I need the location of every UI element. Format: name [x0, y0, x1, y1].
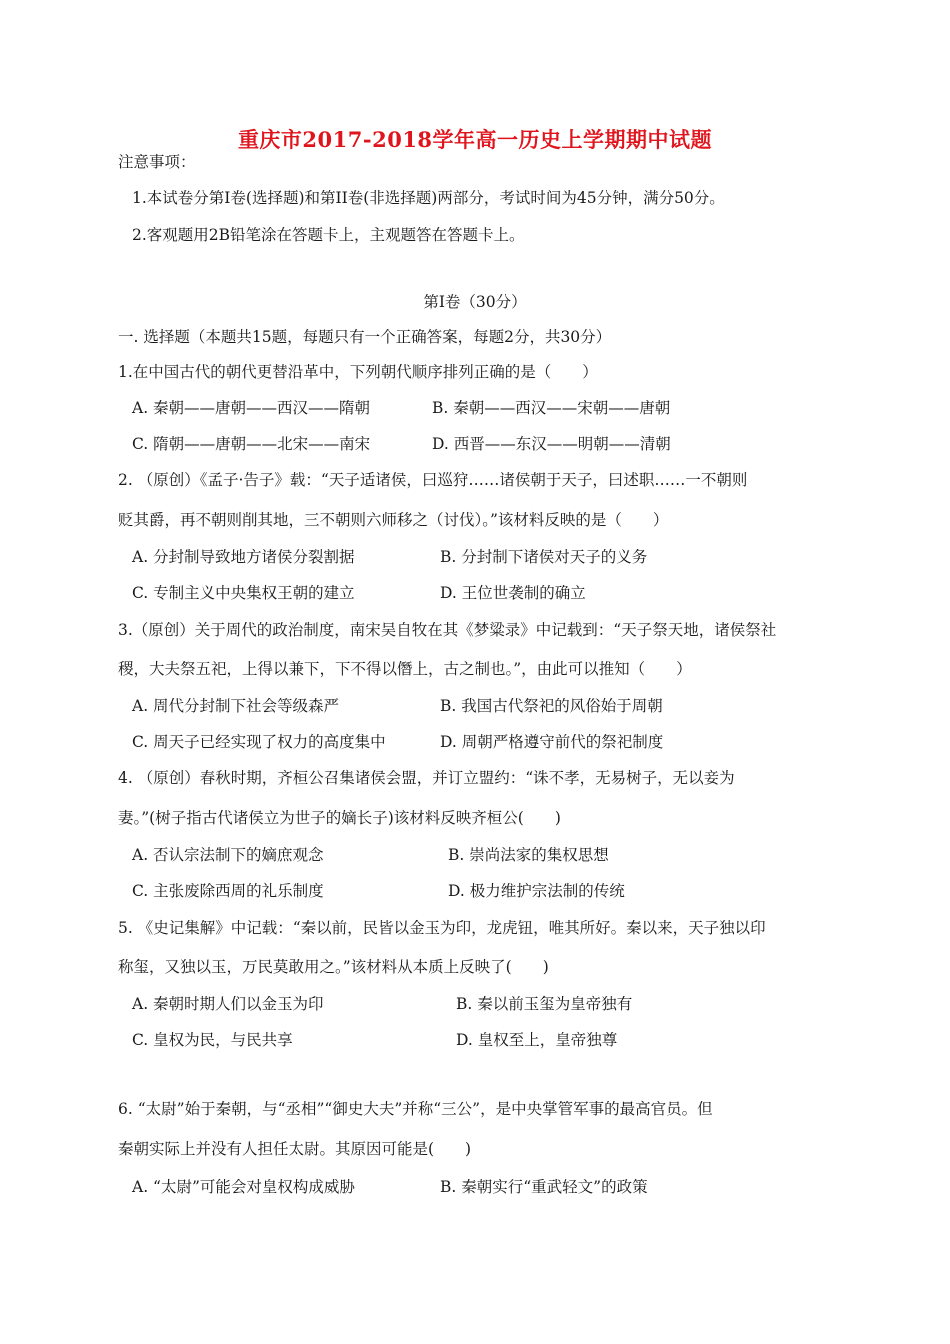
question-6-option-a: A. “太尉”可能会对皇权构成威胁	[132, 1178, 355, 1196]
question-4-option-c: C. 主张废除西周的礼乐制度	[132, 882, 324, 900]
question-2-stem: 2. （原创）《孟子·告子》载：“天子适诸侯，曰巡狩……诸侯朝于天子，曰述职……一不朝则	[118, 471, 748, 489]
question-5-option-a: A. 秦朝时期人们以金玉为印	[132, 995, 324, 1013]
question-3-option-a: A. 周代分封制下社会等级森严	[132, 697, 340, 715]
question-4-stem-cont: 妻。”(树子指古代诸侯立为世子的嫡长子)该材料反映齐桓公( )	[118, 809, 561, 827]
notice-item-2: 2.客观题用2B铅笔涂在答题卡上，主观题答在答题卡上。	[132, 226, 525, 244]
question-2-option-a: A. 分封制导致地方诸侯分裂割据	[132, 548, 355, 566]
question-4-option-d: D. 极力维护宗法制的传统	[448, 882, 625, 900]
question-2-stem-cont: 贬其爵，再不朝则削其地，三不朝则六师移之（讨伐）。”该材料反映的是（ ）	[118, 511, 669, 529]
question-4-option-b: B. 崇尚法家的集权思想	[448, 846, 609, 864]
question-1-option-d: D. 西晋——东汉——明朝——清朝	[432, 435, 671, 453]
question-1-stem: 1.在中国古代的朝代更替沿革中，下列朝代顺序排列正确的是（ ）	[118, 363, 598, 381]
question-2-option-b: B. 分封制下诸侯对天子的义务	[440, 548, 648, 566]
notice-heading: 注意事项：	[118, 153, 196, 171]
question-4-stem: 4. （原创）春秋时期，齐桓公召集诸侯会盟，并订立盟约：“诛不孝，无易树子，无以妾为	[118, 769, 735, 787]
question-2-option-d: D. 王位世袭制的确立	[440, 584, 586, 602]
question-3-stem: 3.（原创）关于周代的政治制度，南宋吴自牧在其《梦粱录》中记载到：“天子祭天地，诸侯祭社	[118, 621, 777, 639]
question-1-option-a: A. 秦朝——唐朝——西汉——隋朝	[132, 399, 371, 417]
question-3-option-d: D. 周朝严格遵守前代的祭祀制度	[440, 733, 664, 751]
question-6-stem: 6. “太尉”始于秦朝，与“丞相”“御史大夫”并称“三公”，是中央掌管军事的最高官员。但	[118, 1100, 713, 1118]
notice-item-1: 1.本试卷分第I卷(选择题)和第II卷(非选择题)两部分，考试时间为45分钟，满分50分。	[132, 189, 725, 207]
question-6-option-b: B. 秦朝实行“重武轻文”的政策	[440, 1178, 648, 1196]
question-2-option-c: C. 专制主义中央集权王朝的建立	[132, 584, 355, 602]
question-5-option-c: C. 皇权为民，与民共享	[132, 1031, 293, 1049]
question-3-option-b: B. 我国古代祭祀的风俗始于周朝	[440, 697, 663, 715]
question-5-stem-cont: 称玺，又独以玉，万民莫敢用之。”该材料从本质上反映了( )	[118, 958, 549, 976]
section-title: 第I卷（30分）	[423, 293, 527, 311]
question-5-option-d: D. 皇权至上，皇帝独尊	[456, 1031, 618, 1049]
question-3-stem-cont: 稷，大夫祭五祀，上得以兼下，下不得以僭上，古之制也。”，由此可以推知（ ）	[118, 660, 692, 678]
question-1-option-b: B. 秦朝——西汉——宋朝——唐朝	[432, 399, 671, 417]
question-1-option-c: C. 隋朝——唐朝——北宋——南宋	[132, 435, 371, 453]
question-6-stem-cont: 秦朝实际上并没有人担任太尉。其原因可能是( )	[118, 1140, 472, 1158]
question-3-option-c: C. 周天子已经实现了权力的高度集中	[132, 733, 386, 751]
question-5-stem: 5. 《史记集解》中记载：“秦以前，民皆以金玉为印，龙虎钮，唯其所好。秦以来，天子独以印	[118, 919, 766, 937]
question-5-option-b: B. 秦以前玉玺为皇帝独有	[456, 995, 633, 1013]
page-title: 重庆市2017-2018学年高一历史上学期期中试题	[237, 127, 713, 152]
part-heading: 一. 选择题（本题共15题，每题只有一个正确答案，每题2分，共30分）	[118, 328, 612, 346]
question-4-option-a: A. 否认宗法制下的嫡庶观念	[132, 846, 324, 864]
